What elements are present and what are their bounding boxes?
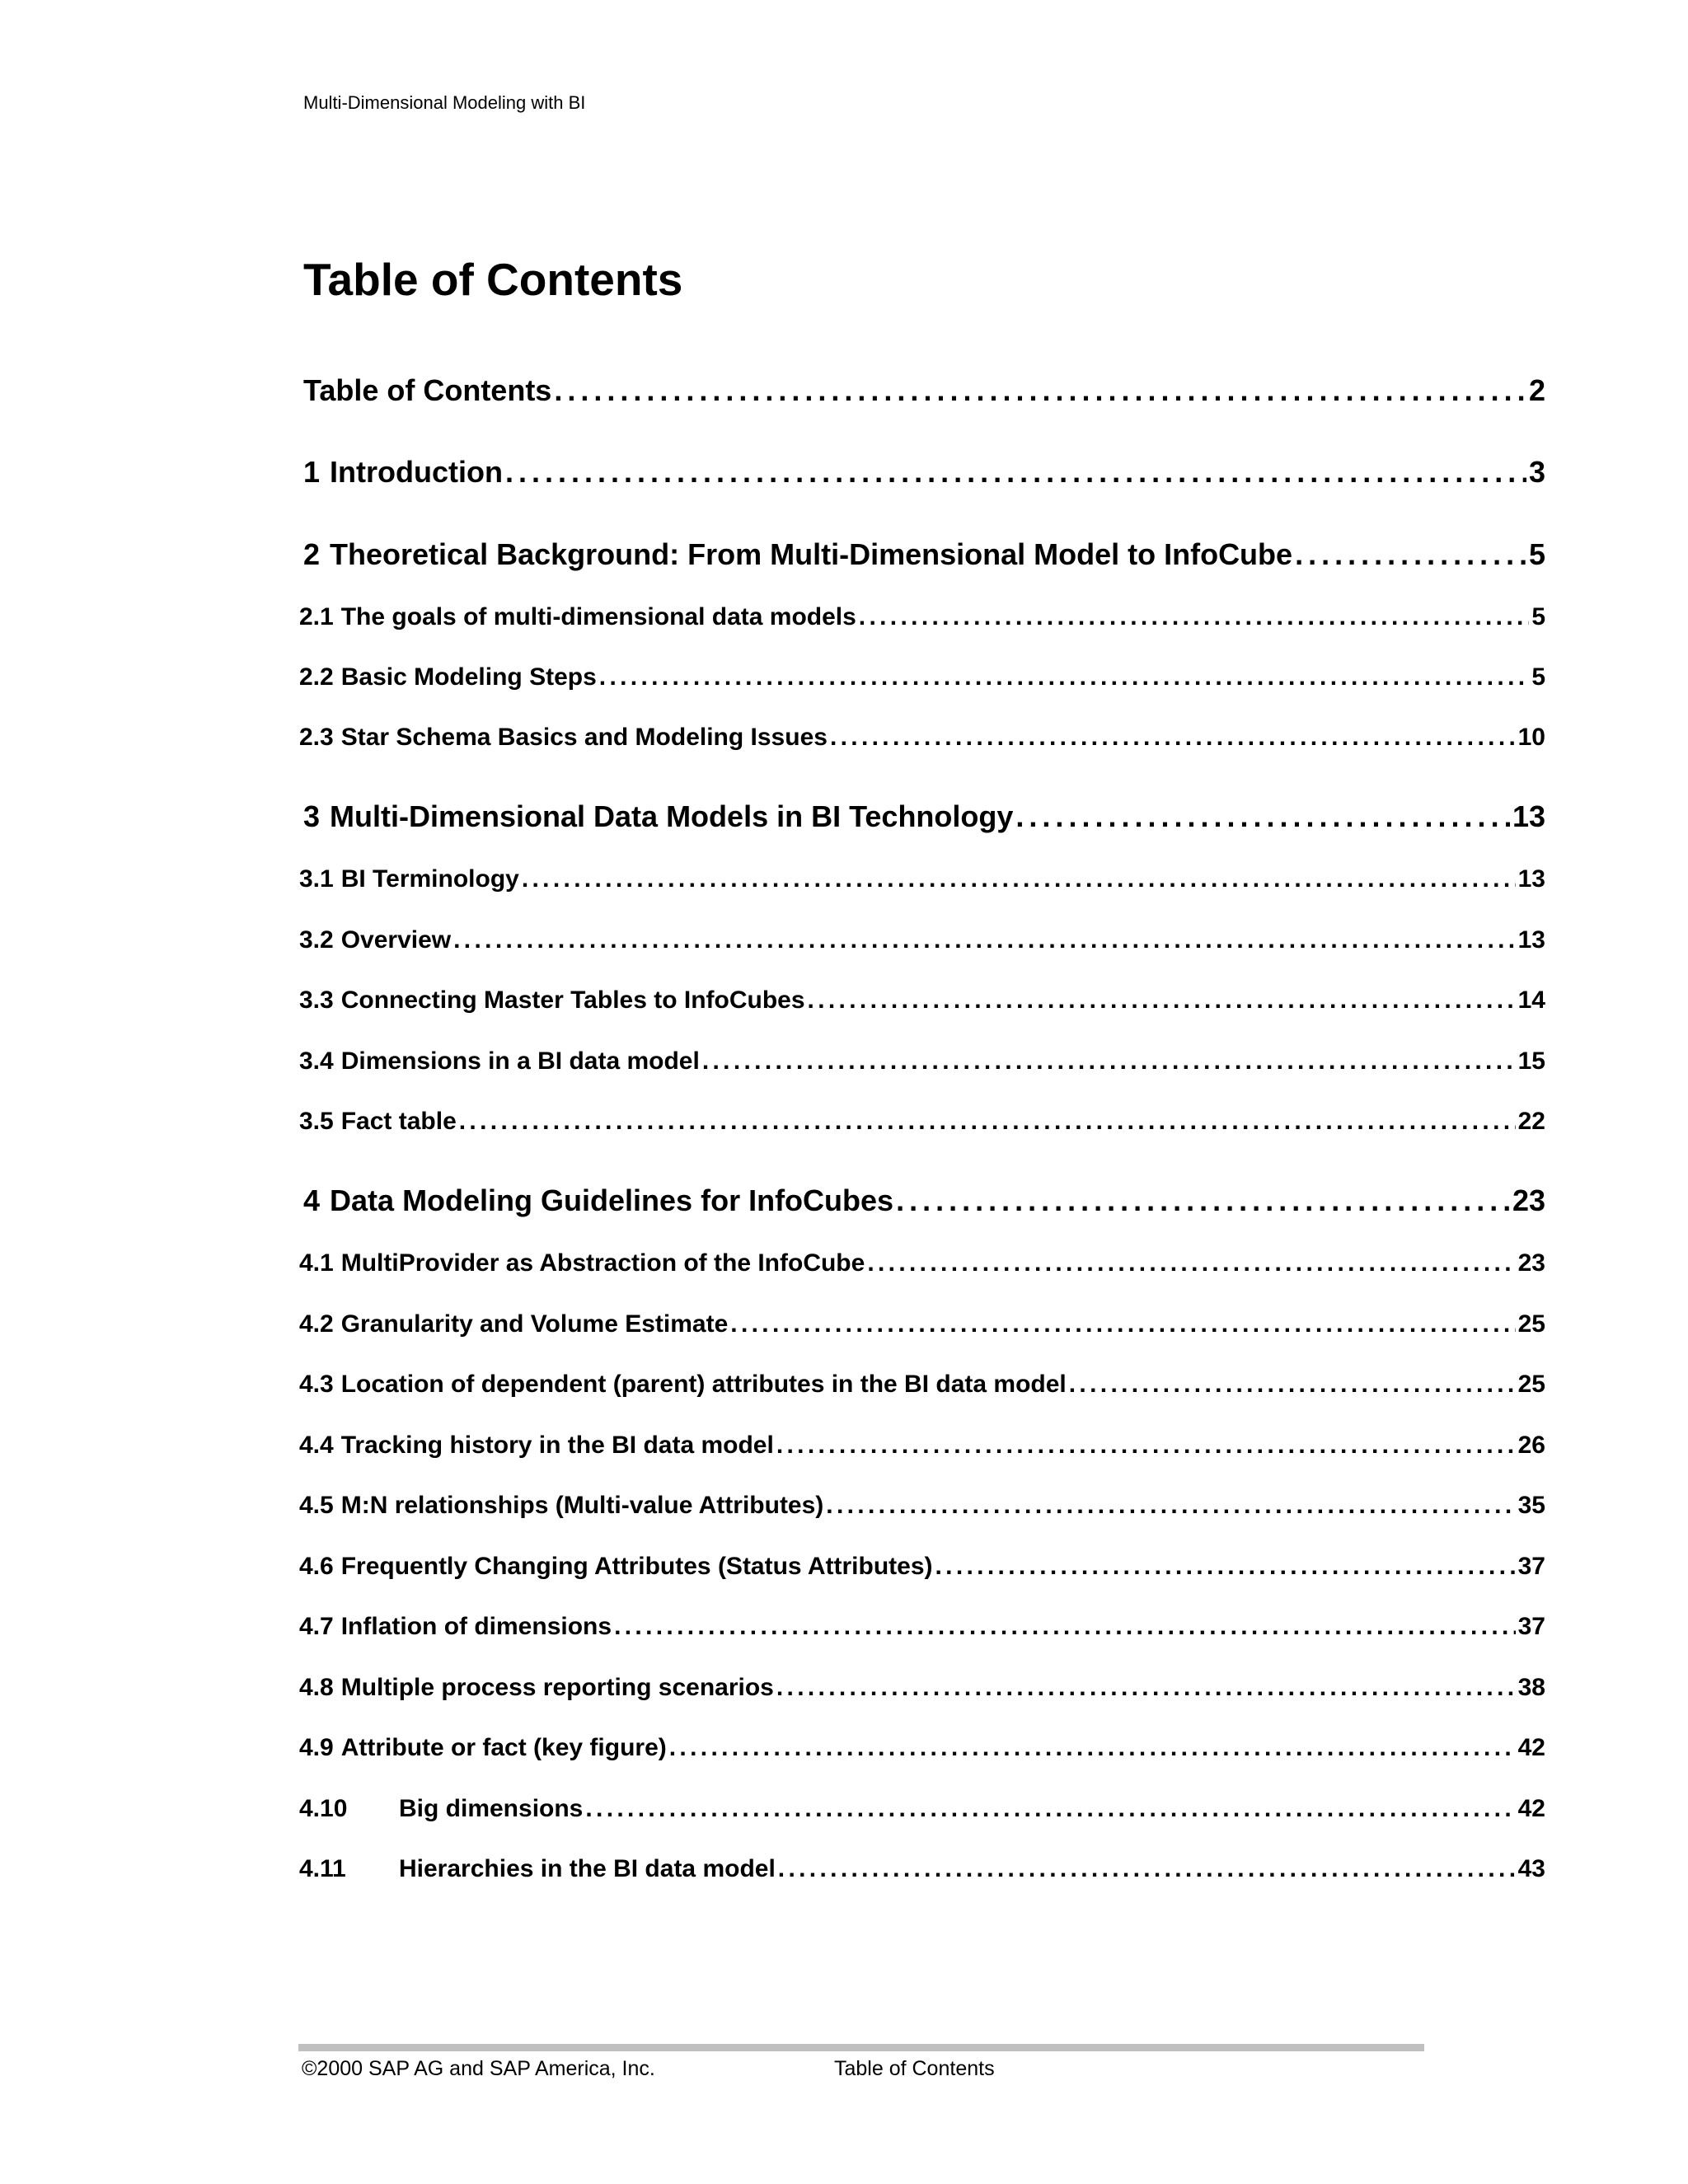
toc-entry-4[interactable]	[303, 1183, 1545, 1225]
toc-entry-2-3[interactable]	[299, 724, 1545, 765]
toc-dot-leader	[453, 926, 1515, 954]
toc-entry-page: 25	[1517, 1310, 1545, 1338]
toc-entry-number: 4.4	[299, 1432, 334, 1459]
toc-entry-number: 4.5	[299, 1492, 334, 1519]
toc-entry-page: 37	[1517, 1613, 1545, 1640]
toc-entry-title: Introduction	[330, 455, 503, 489]
toc-dot-leader	[859, 603, 1530, 631]
toc-entry-title: Location of dependent (parent) attributes in the BI data model	[340, 1371, 1067, 1398]
toc-dot-leader	[830, 724, 1516, 752]
toc-entry-title: Inflation of dimensions	[340, 1613, 612, 1640]
toc-entry-page: 15	[1517, 1047, 1545, 1075]
toc-entry-page: 43	[1517, 1855, 1545, 1882]
toc-entry-page: 25	[1517, 1371, 1545, 1398]
toc-dot-leader	[702, 1047, 1516, 1076]
toc-entry-number: 4.11	[299, 1855, 346, 1882]
toc-entry-page: 2	[1528, 373, 1545, 407]
toc-entry-title: The goals of multi-dimensional data models	[340, 603, 856, 630]
toc-entry-title: Data Modeling Guidelines for InfoCubes	[330, 1183, 894, 1217]
footer-section-name: Table of Contents	[834, 2057, 995, 2080]
toc-entry-number: 3.2	[299, 926, 334, 954]
toc-dot-leader	[826, 1492, 1515, 1520]
toc-entry-2-1[interactable]	[299, 603, 1545, 644]
toc-dot-leader	[614, 1613, 1516, 1641]
toc-dot-leader	[776, 1674, 1516, 1702]
running-header: Multi-Dimensional Modeling with BI	[303, 92, 586, 113]
toc-entry-number: 4.10	[299, 1795, 348, 1822]
toc-entry-number: 3.1	[299, 865, 334, 893]
toc-entry-title: Hierarchies in the BI data model	[399, 1855, 776, 1882]
toc-entry-4-7[interactable]	[299, 1613, 1545, 1654]
toc-entry-1[interactable]	[303, 455, 1545, 496]
toc-entry-page: 42	[1517, 1734, 1545, 1761]
toc-entry-page: 13	[1512, 799, 1545, 833]
toc-entry-title: Tracking history in the BI data model	[340, 1432, 774, 1459]
toc-entry-number: 4.1	[299, 1249, 334, 1277]
toc-entry-number: 2.3	[299, 724, 334, 751]
toc-entry-page: 38	[1517, 1674, 1545, 1701]
toc-dot-leader	[585, 1795, 1515, 1823]
toc-entry-number: 4.3	[299, 1371, 334, 1398]
toc-dot-leader	[522, 865, 1516, 893]
toc-entry-title: M:N relationships (Multi-value Attributes)	[340, 1492, 824, 1519]
toc-entry-3-1[interactable]	[299, 865, 1545, 907]
toc-entry-title: Theoretical Background: From Multi-Dimensional Model to InfoCube	[330, 537, 1293, 571]
toc-dot-leader	[730, 1310, 1515, 1338]
toc-entry-number: 2	[303, 537, 321, 571]
toc-entry-number: 4.7	[299, 1613, 334, 1640]
toc-entry-2-2[interactable]	[299, 663, 1545, 705]
toc-entry-number: 4	[303, 1183, 321, 1217]
footer-divider	[298, 2044, 1424, 2051]
toc-entry-title: Connecting Master Tables to InfoCubes	[340, 987, 805, 1014]
toc-entry-title: Attribute or fact (key figure)	[340, 1734, 667, 1761]
toc-entry-title: Multi-Dimensional Data Models in BI Technology	[330, 799, 1014, 833]
toc-dot-leader	[599, 663, 1530, 691]
toc-entry-page: 35	[1517, 1492, 1545, 1519]
toc-dot-leader	[554, 373, 1526, 408]
toc-entry-4-10[interactable]	[299, 1795, 1545, 1836]
toc-entry-number: 3.4	[299, 1047, 334, 1075]
toc-dot-leader	[867, 1249, 1515, 1277]
toc-entry-page: 26	[1517, 1432, 1545, 1459]
toc-entry-4-9[interactable]	[299, 1734, 1545, 1775]
toc-entry-number: 3.5	[299, 1108, 334, 1135]
toc-entry-number: 4.2	[299, 1310, 334, 1338]
toc-entry-title: Star Schema Basics and Modeling Issues	[340, 724, 828, 751]
toc-entry-number: 2.2	[299, 663, 334, 691]
toc-entry-number: 4.8	[299, 1674, 334, 1701]
toc-entry-3-4[interactable]	[299, 1047, 1545, 1089]
toc-entry-page: 13	[1517, 865, 1545, 893]
toc-dot-leader	[808, 987, 1516, 1015]
toc-entry-4-2[interactable]	[299, 1310, 1545, 1352]
toc-entry-3-2[interactable]	[299, 926, 1545, 968]
toc-entry-title: Frequently Changing Attributes (Status Attributes)	[340, 1553, 933, 1580]
toc-dot-leader	[776, 1432, 1516, 1460]
toc-entry-title: MultiProvider as Abstraction of the InfoCube	[340, 1249, 865, 1277]
footer-copyright: ©2000 SAP AG and SAP America, Inc.	[302, 2057, 655, 2080]
toc-entry-title: Fact table	[340, 1108, 457, 1135]
toc-entry-3-5[interactable]	[299, 1108, 1545, 1149]
toc-entry-table-of-contents[interactable]	[303, 373, 1545, 415]
toc-entry-page: 5	[1531, 663, 1545, 691]
toc-entry-4-4[interactable]	[299, 1432, 1545, 1473]
toc-entry-page: 10	[1517, 724, 1545, 751]
toc-entry-page: 14	[1517, 987, 1545, 1014]
toc-entry-page: 23	[1512, 1183, 1545, 1217]
toc-entry-page: 3	[1528, 455, 1545, 489]
toc-entry-title: Basic Modeling Steps	[340, 663, 597, 691]
toc-entry-4-3[interactable]	[299, 1371, 1545, 1412]
toc-entry-4-1[interactable]	[299, 1249, 1545, 1291]
toc-dot-leader	[1069, 1371, 1516, 1399]
toc-entry-title: Dimensions in a BI data model	[340, 1047, 700, 1075]
toc-entry-page: 5	[1531, 603, 1545, 630]
toc-dot-leader	[896, 1183, 1510, 1218]
toc-entry-number: 4.6	[299, 1553, 334, 1580]
toc-dot-leader	[935, 1553, 1516, 1581]
toc-entry-title: Overview	[340, 926, 452, 954]
toc-entry-page: 22	[1517, 1108, 1545, 1135]
toc-entry-2[interactable]	[303, 537, 1545, 579]
toc-entry-4-11[interactable]	[299, 1855, 1545, 1896]
toc-dot-leader	[1015, 799, 1510, 834]
toc-entry-number: 1	[303, 455, 321, 489]
toc-entry-title: Big dimensions	[399, 1795, 584, 1822]
toc-entry-title: Granularity and Volume Estimate	[340, 1310, 729, 1338]
toc-entry-page: 42	[1517, 1795, 1545, 1822]
page-title: Table of Contents	[303, 254, 683, 305]
toc-entry-title: Multiple process reporting scenarios	[340, 1674, 774, 1701]
toc-entry-4-8[interactable]	[299, 1674, 1545, 1715]
toc-entry-page: 5	[1528, 537, 1545, 571]
toc-dot-leader	[459, 1108, 1516, 1136]
toc-entry-page: 13	[1517, 926, 1545, 954]
toc-dot-leader	[778, 1855, 1516, 1883]
toc-entry-title: BI Terminology	[340, 865, 519, 893]
toc-dot-leader	[505, 455, 1526, 490]
toc-entry-4-5[interactable]	[299, 1492, 1545, 1533]
toc-entry-number: 3	[303, 799, 321, 833]
toc-entry-3[interactable]	[303, 799, 1545, 841]
toc-entry-number: 4.9	[299, 1734, 334, 1761]
toc-entry-number: 3.3	[299, 987, 334, 1014]
toc-entry-4-6[interactable]	[299, 1553, 1545, 1594]
toc-entry-title: Table of Contents	[303, 373, 552, 407]
toc-dot-leader	[669, 1734, 1516, 1762]
toc-entry-page: 23	[1517, 1249, 1545, 1277]
toc-entry-number: 2.1	[299, 603, 334, 630]
toc-dot-leader	[1295, 537, 1526, 572]
toc-entry-page: 37	[1517, 1553, 1545, 1580]
toc-entry-3-3[interactable]	[299, 987, 1545, 1028]
